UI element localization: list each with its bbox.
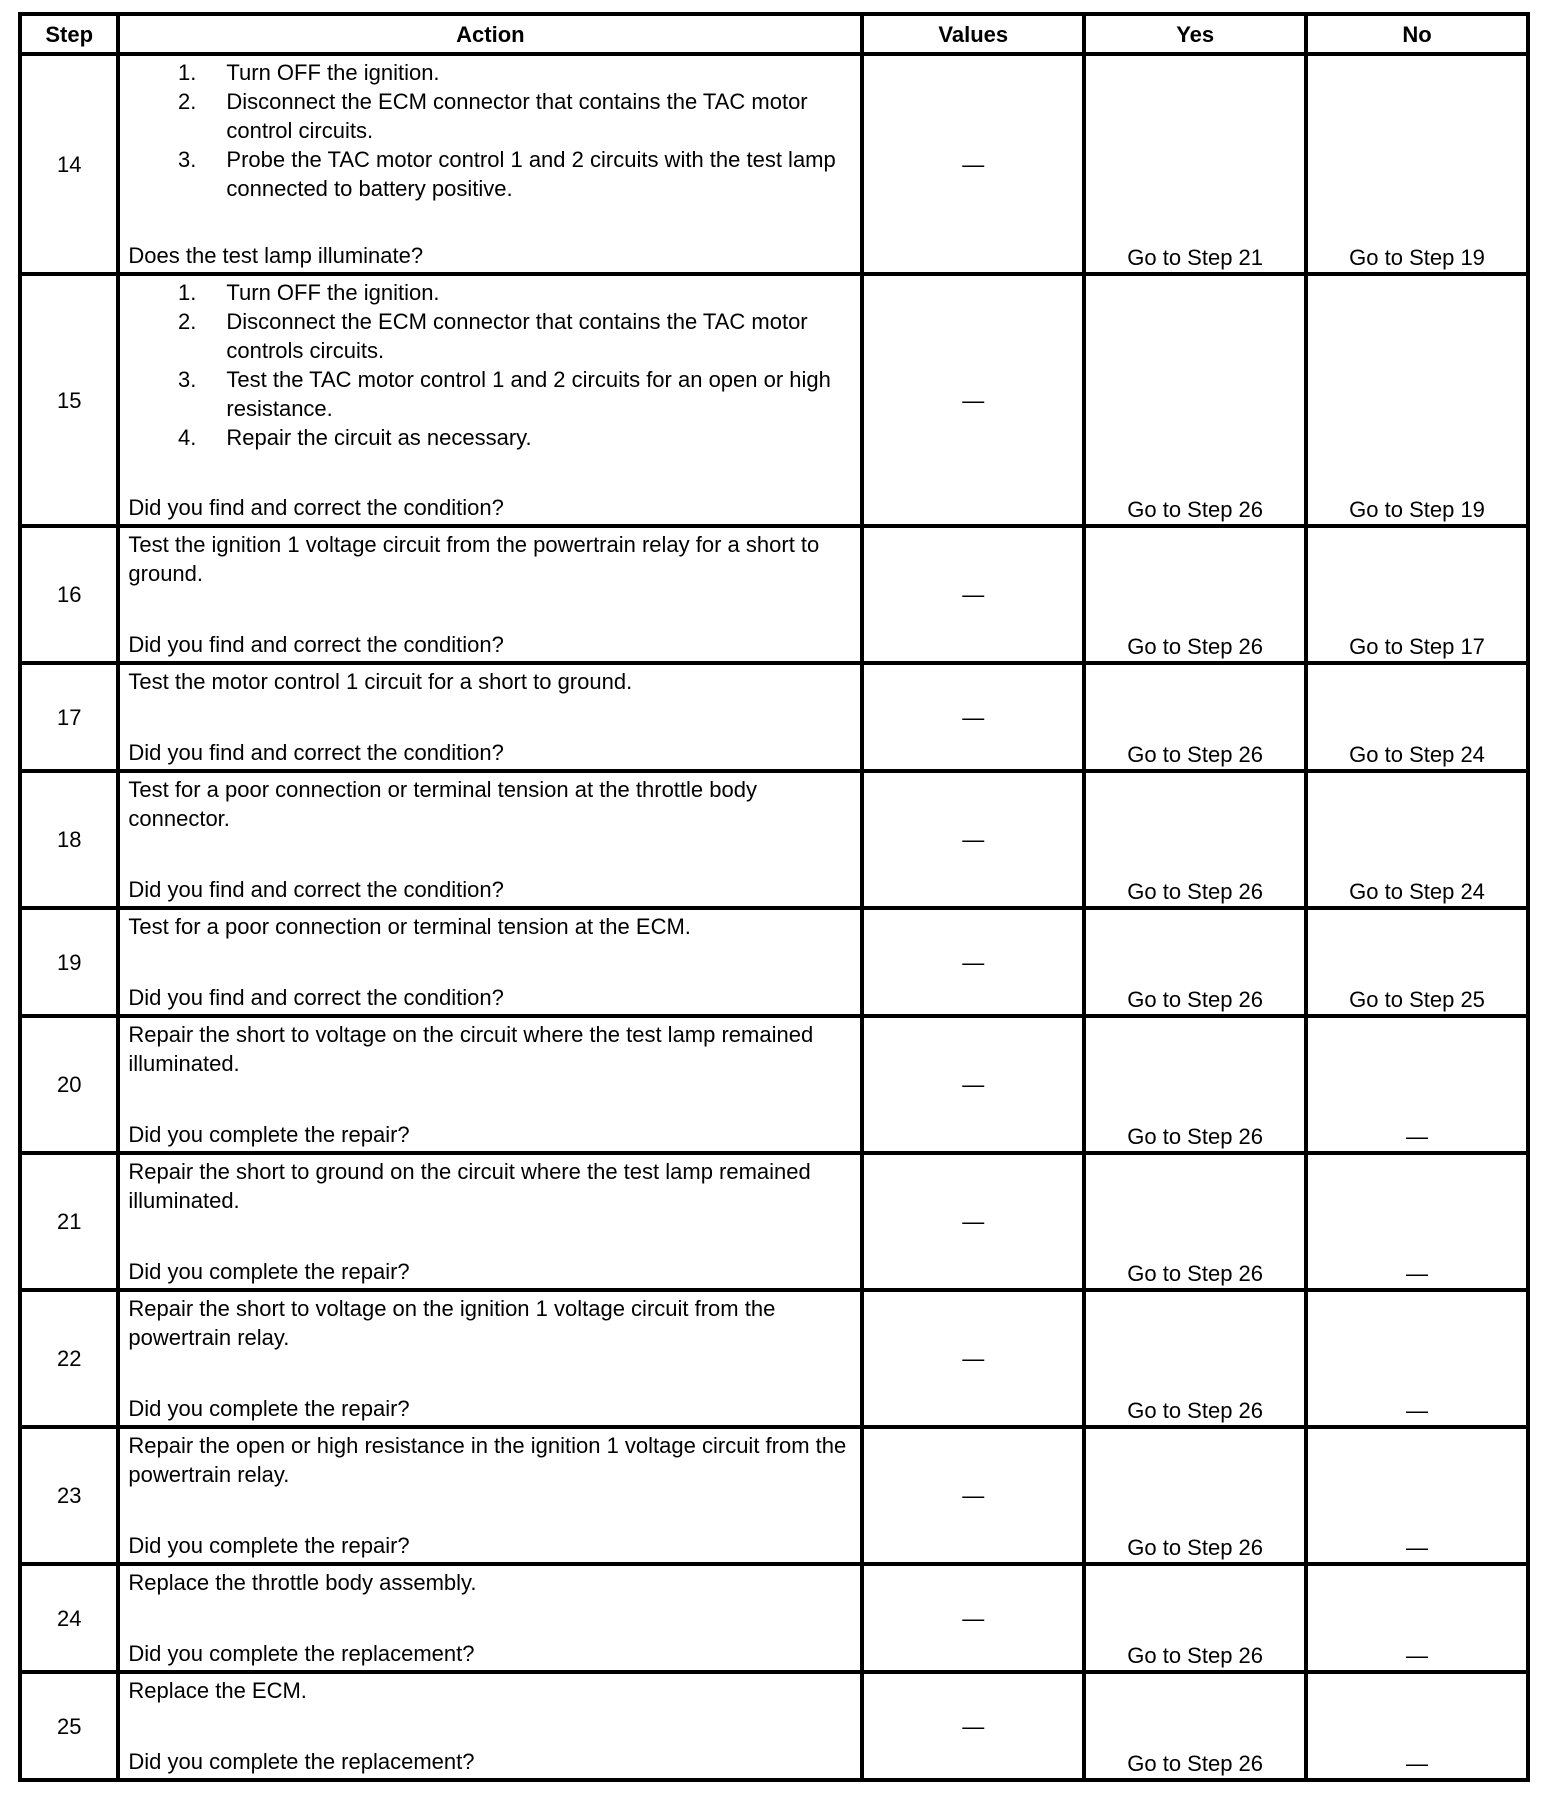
yes-cell: Go to Step 26	[1084, 526, 1306, 663]
value-cell: —	[862, 274, 1084, 526]
value-cell: —	[862, 1153, 1084, 1290]
action-question: Did you complete the repair?	[128, 1122, 410, 1147]
step-number: 15	[20, 274, 118, 526]
yes-cell: Go to Step 26	[1084, 1016, 1306, 1153]
action-question: Did you find and correct the condition?	[128, 740, 504, 765]
value-cell: —	[862, 663, 1084, 771]
value-cell: —	[862, 771, 1084, 908]
table-row	[20, 526, 1528, 663]
step-number: 22	[20, 1290, 118, 1427]
list-item-text: Turn OFF the ignition.	[226, 60, 440, 85]
action-instruction: Test for a poor connection or terminal tension at the ECM.	[128, 914, 691, 939]
list-item-text: Disconnect the ECM connector that contains the TAC motor controls circuits.	[226, 309, 808, 363]
action-cell	[118, 1564, 862, 1672]
action-cell	[118, 526, 862, 663]
no-cell: —	[1306, 1564, 1528, 1672]
action-cell	[118, 274, 862, 526]
list-item	[128, 58, 852, 87]
header-action: Action	[118, 14, 862, 54]
action-cell	[118, 771, 862, 908]
yes-cell: Go to Step 26	[1084, 1290, 1306, 1427]
value-cell: —	[862, 1427, 1084, 1564]
action-instruction: Repair the open or high resistance in the ignition 1 voltage circuit from the powertrain relay.	[128, 1433, 847, 1487]
action-instruction: Repair the short to ground on the circuit where the test lamp remained illuminated.	[128, 1159, 811, 1213]
action-instruction: Repair the short to voltage on the ignition 1 voltage circuit from the powertrain relay.	[128, 1296, 776, 1350]
action-steps-list	[128, 58, 852, 203]
diagnostic-table	[18, 12, 1530, 1782]
header-yes: Yes	[1084, 14, 1306, 54]
action-cell	[118, 663, 862, 771]
action-question: Did you find and correct the condition?	[128, 877, 504, 902]
value-cell: —	[862, 54, 1084, 274]
no-cell: —	[1306, 1427, 1528, 1564]
yes-cell: Go to Step 26	[1084, 663, 1306, 771]
value-cell: —	[862, 1290, 1084, 1427]
list-item-text: Probe the TAC motor control 1 and 2 circuits with the test lamp connected to battery positive.	[226, 147, 836, 201]
no-cell: Go to Step 19	[1306, 274, 1528, 526]
action-question: Did you complete the repair?	[128, 1533, 410, 1558]
no-cell: Go to Step 24	[1306, 771, 1528, 908]
value-cell: —	[862, 1564, 1084, 1672]
action-cell	[118, 1153, 862, 1290]
action-question: Did you complete the repair?	[128, 1396, 410, 1421]
value-cell: —	[862, 526, 1084, 663]
no-cell: Go to Step 17	[1306, 526, 1528, 663]
action-question: Did you find and correct the condition?	[128, 632, 504, 657]
yes-cell: Go to Step 26	[1084, 1672, 1306, 1780]
action-cell	[118, 54, 862, 274]
table-row	[20, 1672, 1528, 1780]
no-cell: —	[1306, 1672, 1528, 1780]
list-item	[128, 423, 852, 452]
list-item-number: 1.	[178, 60, 197, 85]
header-row	[20, 14, 1528, 54]
step-number: 21	[20, 1153, 118, 1290]
action-instruction: Repair the short to voltage on the circuit where the test lamp remained illuminated.	[128, 1022, 814, 1076]
table-row	[20, 274, 1528, 526]
list-item	[128, 145, 852, 203]
table-row	[20, 1427, 1528, 1564]
action-cell	[118, 1672, 862, 1780]
action-instruction: Replace the ECM.	[128, 1678, 307, 1703]
list-item	[128, 278, 852, 307]
header-step: Step	[20, 14, 118, 54]
no-cell: —	[1306, 1290, 1528, 1427]
value-cell: —	[862, 1672, 1084, 1780]
action-cell	[118, 1290, 862, 1427]
table-row	[20, 1153, 1528, 1290]
action-instruction: Replace the throttle body assembly.	[128, 1570, 477, 1595]
yes-cell: Go to Step 26	[1084, 1564, 1306, 1672]
action-question: Did you find and correct the condition?	[128, 985, 504, 1010]
action-question: Did you complete the repair?	[128, 1259, 410, 1284]
step-number: 24	[20, 1564, 118, 1672]
header-values: Values	[862, 14, 1084, 54]
action-cell	[118, 908, 862, 1016]
step-number: 20	[20, 1016, 118, 1153]
list-item	[128, 307, 852, 365]
no-cell: Go to Step 19	[1306, 54, 1528, 274]
no-cell: Go to Step 24	[1306, 663, 1528, 771]
list-item-text: Turn OFF the ignition.	[226, 280, 440, 305]
no-cell: —	[1306, 1153, 1528, 1290]
action-cell	[118, 1016, 862, 1153]
value-cell: —	[862, 908, 1084, 1016]
action-question: Does the test lamp illuminate?	[128, 243, 424, 268]
list-item-number: 4.	[178, 425, 197, 450]
header-no: No	[1306, 14, 1528, 54]
table-row	[20, 663, 1528, 771]
table-row	[20, 1016, 1528, 1153]
action-steps-list	[128, 278, 852, 452]
list-item	[128, 365, 852, 423]
table-row	[20, 908, 1528, 1016]
value-cell: —	[862, 1016, 1084, 1153]
no-cell: Go to Step 25	[1306, 908, 1528, 1016]
yes-cell: Go to Step 26	[1084, 1427, 1306, 1564]
list-item	[128, 87, 852, 145]
action-instruction: Test for a poor connection or terminal tension at the throttle body connector.	[128, 777, 757, 831]
action-instruction: Test the motor control 1 circuit for a short to ground.	[128, 669, 633, 694]
list-item-number: 1.	[178, 280, 197, 305]
yes-cell: Go to Step 26	[1084, 274, 1306, 526]
action-cell	[118, 1427, 862, 1564]
list-item-number: 2.	[178, 89, 197, 114]
table-row	[20, 54, 1528, 274]
action-question: Did you complete the replacement?	[128, 1641, 475, 1666]
table-row	[20, 771, 1528, 908]
yes-cell: Go to Step 21	[1084, 54, 1306, 274]
action-instruction: Test the ignition 1 voltage circuit from the powertrain relay for a short to ground.	[128, 532, 820, 586]
step-number: 17	[20, 663, 118, 771]
list-item-number: 2.	[178, 309, 197, 334]
step-number: 25	[20, 1672, 118, 1780]
step-number: 14	[20, 54, 118, 274]
step-number: 18	[20, 771, 118, 908]
action-question: Did you find and correct the condition?	[128, 495, 504, 520]
list-item-number: 3.	[178, 147, 197, 172]
table-row	[20, 1290, 1528, 1427]
yes-cell: Go to Step 26	[1084, 771, 1306, 908]
no-cell: —	[1306, 1016, 1528, 1153]
step-number: 16	[20, 526, 118, 663]
step-number: 19	[20, 908, 118, 1016]
yes-cell: Go to Step 26	[1084, 1153, 1306, 1290]
list-item-text: Repair the circuit as necessary.	[226, 425, 532, 450]
list-item-number: 3.	[178, 367, 197, 392]
yes-cell: Go to Step 26	[1084, 908, 1306, 1016]
table-row	[20, 1564, 1528, 1672]
step-number: 23	[20, 1427, 118, 1564]
list-item-text: Test the TAC motor control 1 and 2 circuits for an open or high resistance.	[226, 367, 831, 421]
list-item-text: Disconnect the ECM connector that contains the TAC motor control circuits.	[226, 89, 808, 143]
action-question: Did you complete the replacement?	[128, 1749, 475, 1774]
